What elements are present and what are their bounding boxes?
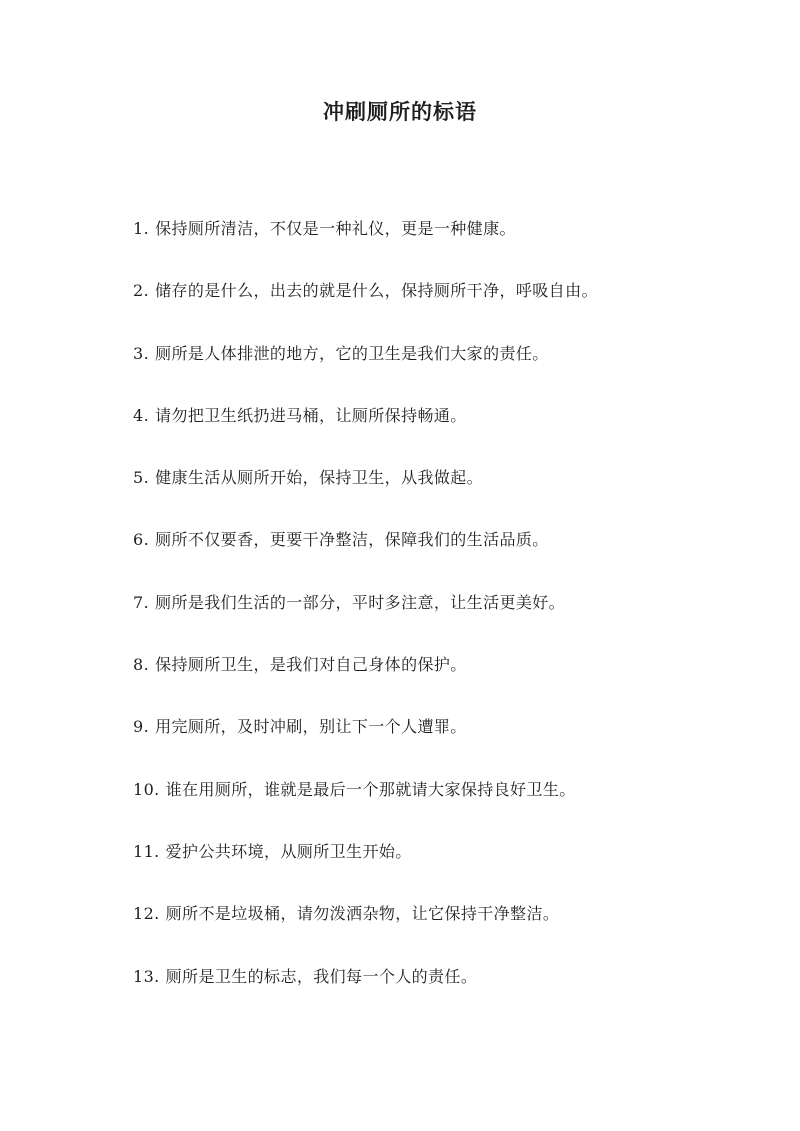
list-item <box>133 899 598 961</box>
list-item <box>133 837 598 899</box>
item-number: 5. <box>133 468 150 488</box>
list-item <box>133 588 598 650</box>
item-text: 健康生活从厕所开始，保持卫生，从我做起。 <box>155 468 484 488</box>
list-item <box>133 962 598 1024</box>
list-item <box>133 775 598 837</box>
item-text: 保持厕所卫生，是我们对自己身体的保护。 <box>155 655 467 675</box>
item-text: 厕所不是垃圾桶，请勿泼洒杂物，让它保持干净整洁。 <box>165 904 560 924</box>
item-number: 13. <box>133 966 160 986</box>
item-number: 10. <box>133 779 160 799</box>
item-text: 厕所是人体排泄的地方，它的卫生是我们大家的责任。 <box>155 343 549 363</box>
item-text: 保持厕所清洁，不仅是一种礼仪，更是一种健康。 <box>155 219 516 238</box>
list-item <box>133 339 598 401</box>
list-item <box>133 525 598 587</box>
item-text: 请勿把卫生纸扔进马桶，让厕所保持畅通。 <box>155 405 467 425</box>
item-text: 厕所不仅要香，更要干净整洁，保障我们的生活品质。 <box>155 530 549 550</box>
item-text: 储存的是什么，出去的就是什么，保持厕所干净，呼吸自由。 <box>155 281 598 301</box>
list-item <box>133 401 598 463</box>
item-text: 厕所是我们生活的一部分，平时多注意，让生活更美好。 <box>155 592 566 612</box>
item-text: 厕所是卫生的标志，我们每一个人的责任。 <box>165 966 478 986</box>
item-text: 谁在用厕所，谁就是最后一个那就请大家保持良好卫生。 <box>165 779 576 799</box>
item-number: 9. <box>133 717 150 737</box>
page-title: 冲刷厕所的标语 <box>323 99 477 124</box>
item-number: 3. <box>133 343 150 363</box>
item-number: 7. <box>133 592 150 612</box>
list-item <box>133 712 598 774</box>
item-number: 8. <box>133 655 150 675</box>
list-item <box>133 650 598 712</box>
item-number: 6. <box>133 530 150 550</box>
item-number: 4. <box>133 405 150 425</box>
item-number: 12. <box>133 904 160 924</box>
item-text: 爱护公共环境，从厕所卫生开始。 <box>165 841 412 861</box>
item-text: 用完厕所，及时冲刷，别让下一个人遭罪。 <box>155 717 467 737</box>
list-item <box>133 276 598 338</box>
item-number: 2. <box>133 281 150 301</box>
list-item <box>133 463 598 525</box>
item-number: 11. <box>133 841 160 861</box>
slogan-list <box>133 214 598 1024</box>
list-item <box>133 214 598 276</box>
item-number: 1. <box>133 219 150 238</box>
